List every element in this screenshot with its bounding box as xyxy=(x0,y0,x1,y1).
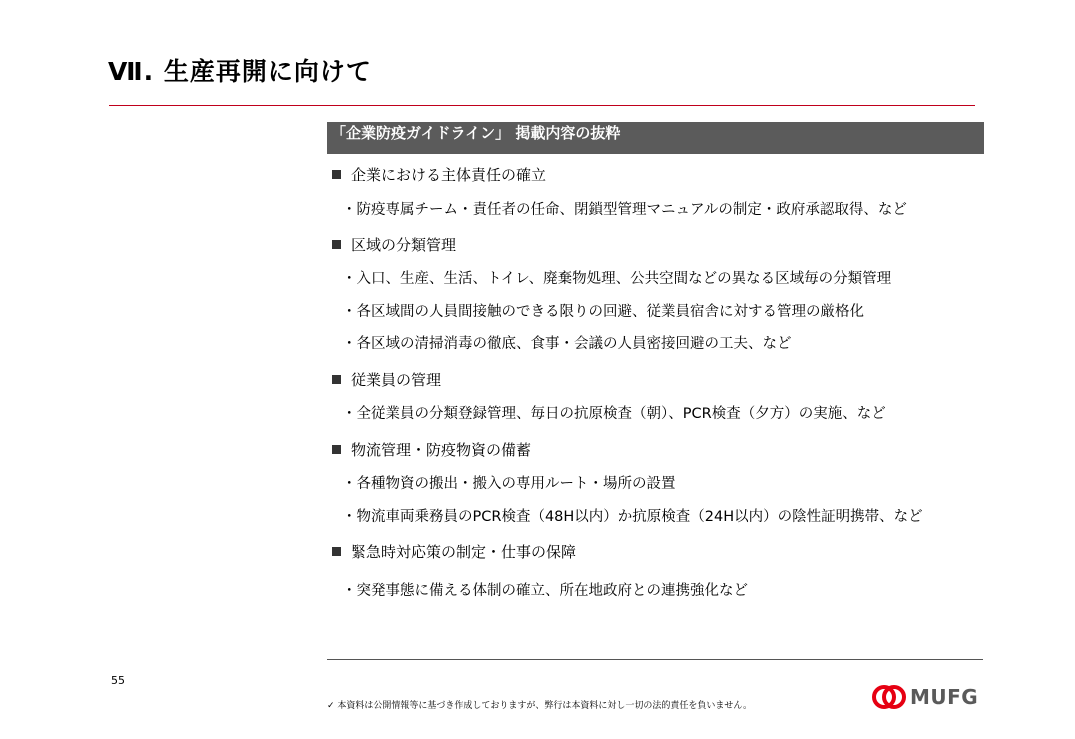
section-heading-text: 企業における主体責任の確立 xyxy=(351,166,547,184)
disclaimer-text: ✓ 本資料は公開情報等に基づき作成しておりますが、弊行は本資料に対し一切の法的責任を負いません。 xyxy=(327,701,752,711)
bullet-item: ・各区域の清掃消毒の徹底、食事・会議の人員密接回避の工夫、など xyxy=(342,336,792,352)
square-bullet-icon xyxy=(332,240,341,249)
section-heading-text: 区域の分類管理 xyxy=(351,236,457,254)
bullet-item: ・突発事態に備える体制の確立、所在地政府との連携強化など xyxy=(342,583,748,599)
square-bullet-icon xyxy=(332,170,341,179)
section-heading xyxy=(332,164,546,185)
page-title: Ⅶ. 生産再開に向けて xyxy=(108,57,372,86)
section-heading-text: 物流管理・防疫物資の備蓄 xyxy=(351,441,532,459)
section-heading xyxy=(332,234,456,255)
section-header-bar: 「企業防疫ガイドライン」 掲載内容の抜粋 xyxy=(327,122,984,154)
bullet-item: ・防疫専属チーム・責任者の任命、閉鎖型管理マニュアルの制定・政府承認取得、など xyxy=(342,202,907,218)
section-heading xyxy=(332,541,576,562)
mufg-logo-text: MUFG xyxy=(910,685,979,709)
square-bullet-icon xyxy=(332,445,341,454)
square-bullet-icon xyxy=(332,375,341,384)
bullet-item: ・各種物資の搬出・搬入の専用ルート・場所の設置 xyxy=(342,476,676,492)
section-heading-text: 従業員の管理 xyxy=(351,371,442,389)
square-bullet-icon xyxy=(332,547,341,556)
mufg-rings-icon xyxy=(872,685,906,709)
bullet-item: ・全従業員の分類登録管理、毎日の抗原検査（朝）、PCR検査（夕方）の実施、など xyxy=(342,406,886,422)
section-heading-text: 緊急時対応策の制定・仕事の保障 xyxy=(351,543,577,561)
page-number: 55 xyxy=(111,674,125,687)
mufg-logo xyxy=(872,685,978,709)
bullet-item: ・各区域間の人員間接触のできる限りの回避、従業員宿舎に対する管理の厳格化 xyxy=(342,304,864,320)
bullet-item: ・入口、生産、生活、トイレ、廃棄物処理、公共空間などの異なる区域毎の分類管理 xyxy=(342,271,892,287)
footer-divider xyxy=(327,659,983,660)
section-heading xyxy=(332,439,531,460)
bullet-item: ・物流車両乗務員のPCR検査（48H以内）か抗原検査（24H以内）の陰性証明携帯、など xyxy=(342,509,923,525)
title-divider xyxy=(109,105,975,106)
section-heading xyxy=(332,369,441,390)
